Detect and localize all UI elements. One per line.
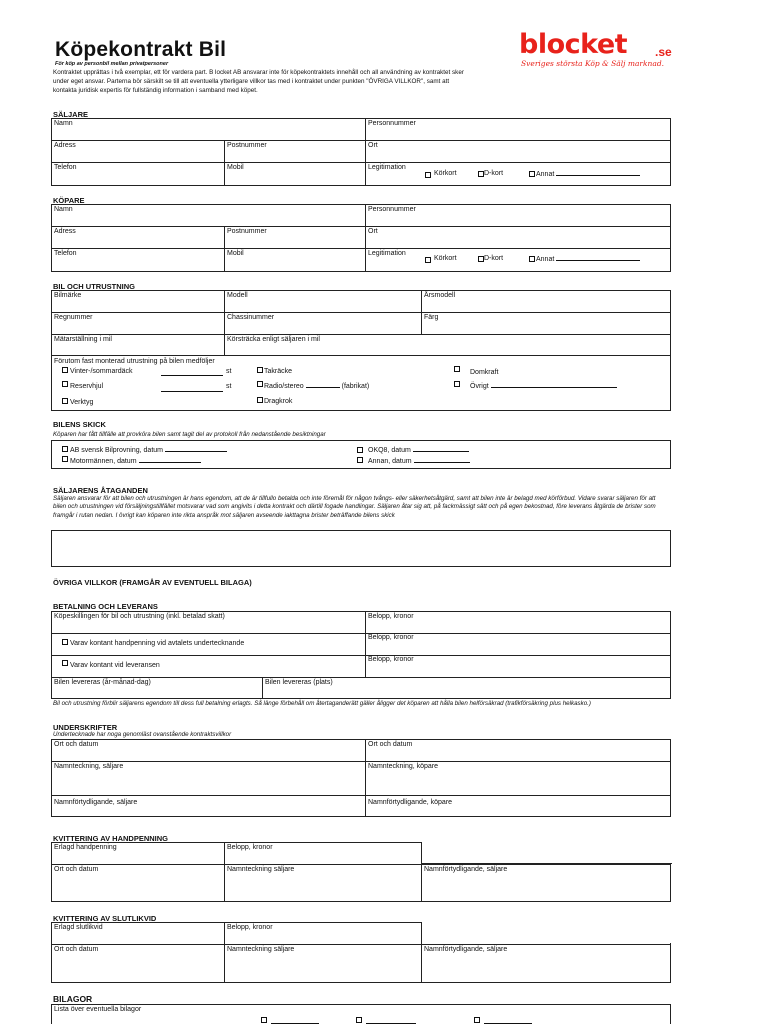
intro-text: Kontraktet upprättas i två exemplar, ett för vardera part. B locket AB ansvarar inte för köpekontraktets innehåll och all användning av kontraktet sker under eget ansvar. Parterna bör särskilt se till att eventuella ytterligare villkor tas med i kontraktet under punkten "ÖVRIGA VILLKOR", samt att kontakta juridisk expertis för fullständig information i samband med köpet. — [53, 69, 464, 94]
bilaga-2-checkbox[interactable] — [356, 1017, 362, 1023]
handpenning-ort-datum-field[interactable]: Ort och datum — [54, 866, 99, 873]
saljare-namn-field[interactable]: Namn — [54, 120, 73, 127]
okq8-checkbox[interactable] — [357, 447, 363, 453]
chassinummer-field[interactable]: Chassinummer — [227, 314, 275, 321]
saljare-mobil-field[interactable]: Mobil — [227, 164, 244, 171]
matarstallning-field[interactable]: Mätarställning i mil — [54, 336, 112, 343]
bilprovning-checkbox[interactable] — [62, 446, 68, 452]
regnummer-field[interactable]: Regnummer — [54, 314, 93, 321]
dragkrok-label: Dragkrok — [264, 398, 293, 405]
verktyg-checkbox[interactable] — [62, 398, 68, 404]
radio-checkbox[interactable] — [257, 381, 263, 387]
leveransdatum-field[interactable]: Bilen levereras (år-månad-dag) — [54, 679, 151, 686]
underskrifter-note: Undertecknade har noga genomläst ovanstående kontraktsvillkor — [53, 731, 232, 738]
section-kvitt-slutlikvid: KVITTERING AV SLUTLIKVID — [53, 914, 157, 923]
logo-domain: .se — [655, 45, 672, 59]
reservhjul-label: Reservhjul — [70, 383, 104, 390]
leveransplats-field[interactable]: Bilen levereras (plats) — [265, 679, 333, 686]
saljare-adress-field[interactable]: Adress — [54, 142, 76, 149]
saljare-ort-field[interactable]: Ort — [368, 142, 378, 149]
annan-label: Annan, datum — [368, 457, 470, 465]
saljare-ort-datum-field[interactable]: Ort och datum — [54, 741, 99, 748]
saljare-legitimation-label: Legitimation — [368, 164, 406, 171]
kopare-personnummer-field[interactable]: Personnummer — [368, 206, 416, 213]
skick-note: Köparen har fått tillfälle att provköra bilen samt tagit del av protokoll från nedanstående besiktningar — [53, 431, 326, 438]
erlagd-handpenning-field[interactable]: Erlagd handpenning — [54, 844, 117, 851]
arsmodell-field[interactable]: Årsmodell — [424, 292, 456, 299]
page-subtitle: För köp av personbil mellan privatpersoner — [55, 61, 169, 67]
erlagd-slutlikvid-field[interactable]: Erlagd slutlikvid — [54, 924, 103, 931]
kopare-korkort-checkbox[interactable] — [425, 257, 431, 263]
reservhjul-st-label: st — [226, 383, 232, 390]
saljare-korkort-checkbox[interactable] — [425, 172, 431, 178]
namnteckning-saljare-field[interactable]: Namnteckning, säljare — [54, 763, 124, 770]
bilprovning-label: AB svensk Bilprovning, datum — [70, 446, 227, 454]
korstracka-field[interactable]: Körsträcka enligt säljaren i mil — [227, 336, 320, 343]
takracke-checkbox[interactable] — [257, 367, 263, 373]
takracke-label: Takräcke — [264, 368, 293, 375]
kopare-annat-label: Annat — [536, 255, 640, 263]
modell-field[interactable]: Modell — [227, 292, 248, 299]
section-skick: BILENS SKICK — [53, 420, 106, 429]
ataganden-text: Säljaren ansvarar för att bilen och utrustningen är hans egendom, att de är tillfullo betalda och inte föremål för någon tvångs- eller säkerhetsåtgärd, samt att bilen inte är belagd med körförbud. Vidare svarar säljaren för att bilen och utrustningen vid försäljningstillfället motsvarar vad som angivits i detta kontrakt och därtill fogade handlingar. Säljaren åtar sig att, på fackmässigt sätt och på egen bekostnad, före leverans åtgärda de brister som framgår i rutan nedan. I övrigt kan köparen inte rikta anspråk mot säljaren avseende iakttagna brister beträffande bilens skick — [53, 495, 656, 519]
saljare-korkort-label: Körkort — [434, 170, 457, 177]
logo-tagline: Sveriges största Köp & Sälj marknad. — [521, 59, 665, 68]
bilaga-3-checkbox[interactable] — [474, 1017, 480, 1023]
slutlikvid-belopp-field[interactable]: Belopp, kronor — [227, 924, 273, 931]
reservhjul-checkbox[interactable] — [62, 381, 68, 387]
brister-textarea[interactable] — [51, 530, 671, 567]
slutlikvid-namnteckning-field[interactable]: Namnteckning säljare — [227, 946, 295, 953]
section-bil: BIL OCH UTRUSTNING — [53, 282, 135, 291]
handpenning-fortydligande-field[interactable]: Namnförtydligande, säljare — [424, 866, 508, 873]
section-saljare: SÄLJARE — [53, 110, 89, 119]
kopare-ort-datum-field[interactable]: Ort och datum — [368, 741, 413, 748]
section-betalning: BETALNING OCH LEVERANS — [53, 602, 158, 611]
bilaga-1-checkbox[interactable] — [261, 1017, 267, 1023]
kopare-korkort-label: Körkort — [434, 255, 457, 262]
domkraft-checkbox[interactable] — [454, 366, 460, 372]
radio-label: Radio/stereo (fabrikat) — [264, 383, 370, 390]
handpenning-belopp-kvitt-field[interactable]: Belopp, kronor — [227, 844, 273, 851]
leveransen-label: Varav kontant vid leveransen — [70, 662, 160, 669]
annan-checkbox[interactable] — [357, 457, 363, 463]
section-kopare: KÖPARE — [53, 196, 85, 205]
section-ataganden: SÄLJARENS ÅTAGANDEN — [53, 486, 148, 495]
handpenning-label: Varav kontant handpenning vid avtalets undertecknande — [70, 640, 245, 647]
blocket-logo — [519, 29, 672, 71]
vinter-checkbox[interactable] — [62, 367, 68, 373]
leveransen-checkbox[interactable] — [62, 660, 68, 666]
section-bilagor: BILAGOR — [53, 994, 93, 1004]
motormannen-label: Motormännen, datum — [70, 457, 201, 465]
kopeskilling-label: Köpeskillingen för bil och utrustning (inkl. betalad skatt) — [54, 613, 225, 620]
section-ovriga: ÖVRIGA VILLKOR (FRAMGÅR AV EVENTUELL BILAGA) — [53, 578, 252, 587]
kopare-legitimation-label: Legitimation — [368, 250, 406, 257]
farg-field[interactable]: Färg — [424, 314, 439, 321]
vinter-label: Vinter-/sommardäck — [70, 368, 133, 375]
saljare-annat-checkbox[interactable] — [529, 171, 535, 177]
kopare-mobil-field[interactable]: Mobil — [227, 250, 244, 257]
slutlikvid-ort-datum-field[interactable]: Ort och datum — [54, 946, 99, 953]
section-underskrifter: UNDERSKRIFTER — [53, 723, 118, 732]
verktyg-label: Verktyg — [70, 399, 94, 406]
kopare-dkort-label: D-kort — [484, 255, 504, 262]
kopare-namn-field[interactable]: Namn — [54, 206, 73, 213]
motormannen-checkbox[interactable] — [62, 456, 68, 462]
saljare-personnummer-field[interactable]: Personnummer — [368, 120, 416, 127]
saljare-telefon-field[interactable]: Telefon — [54, 164, 77, 171]
kopare-annat-checkbox[interactable] — [529, 256, 535, 262]
vinter-st-label: st — [226, 368, 232, 375]
ovrigt-label: Övrigt — [470, 382, 617, 390]
saljare-annat-label: Annat — [536, 170, 640, 178]
bilagor-lista-label: Lista över eventuella bilagor — [54, 1006, 142, 1013]
handpenning-checkbox[interactable] — [62, 639, 68, 645]
leveransen-belopp-field[interactable]: Belopp, kronor — [368, 656, 414, 663]
fortydligande-saljare-field[interactable]: Namnförtydligande, säljare — [54, 799, 138, 806]
kopare-telefon-field[interactable]: Telefon — [54, 250, 77, 257]
fortydligande-kopare-field[interactable]: Namnförtydligande, köpare — [368, 799, 453, 806]
kopeskilling-belopp-field[interactable]: Belopp, kronor — [368, 613, 414, 620]
namnteckning-kopare-field[interactable]: Namnteckning, köpare — [368, 763, 439, 770]
dragkrok-checkbox[interactable] — [257, 397, 263, 403]
betalning-note: Bil och utrustning förblir säljarens egendom till dess full betalning erlagts. Så länge förbehåll om återtaganderätt gäller åligger det köparen att hålla bilen helförsäkrad (trafikförsäkring plus helkasko.) — [53, 700, 591, 707]
kopare-adress-field[interactable]: Adress — [54, 228, 76, 235]
bilmarke-field[interactable]: Bilmärke — [54, 292, 82, 299]
saljare-postnummer-field[interactable]: Postnummer — [227, 142, 267, 149]
underskrifter-form — [51, 739, 671, 817]
ovrigt-checkbox[interactable] — [454, 381, 460, 387]
forutom-label: Förutom fast monterad utrustning på bilen medföljer — [54, 358, 215, 365]
section-kvitt-handpenning: KVITTERING AV HANDPENNING — [53, 834, 169, 843]
kopare-ort-field[interactable]: Ort — [368, 228, 378, 235]
page-title: Köpekontrakt Bil — [55, 38, 227, 61]
saljare-dkort-label: D-kort — [484, 170, 504, 177]
domkraft-label: Domkraft — [470, 369, 499, 376]
okq8-label: OKQ8, datum — [368, 446, 469, 454]
handpenning-namnteckning-field[interactable]: Namnteckning säljare — [227, 866, 295, 873]
bil-form — [51, 290, 671, 411]
kopare-postnummer-field[interactable]: Postnummer — [227, 228, 267, 235]
slutlikvid-fortydligande-field[interactable]: Namnförtydligande, säljare — [424, 946, 508, 953]
logo-wordmark: blocket — [519, 29, 628, 60]
handpenning-belopp-field[interactable]: Belopp, kronor — [368, 634, 414, 641]
